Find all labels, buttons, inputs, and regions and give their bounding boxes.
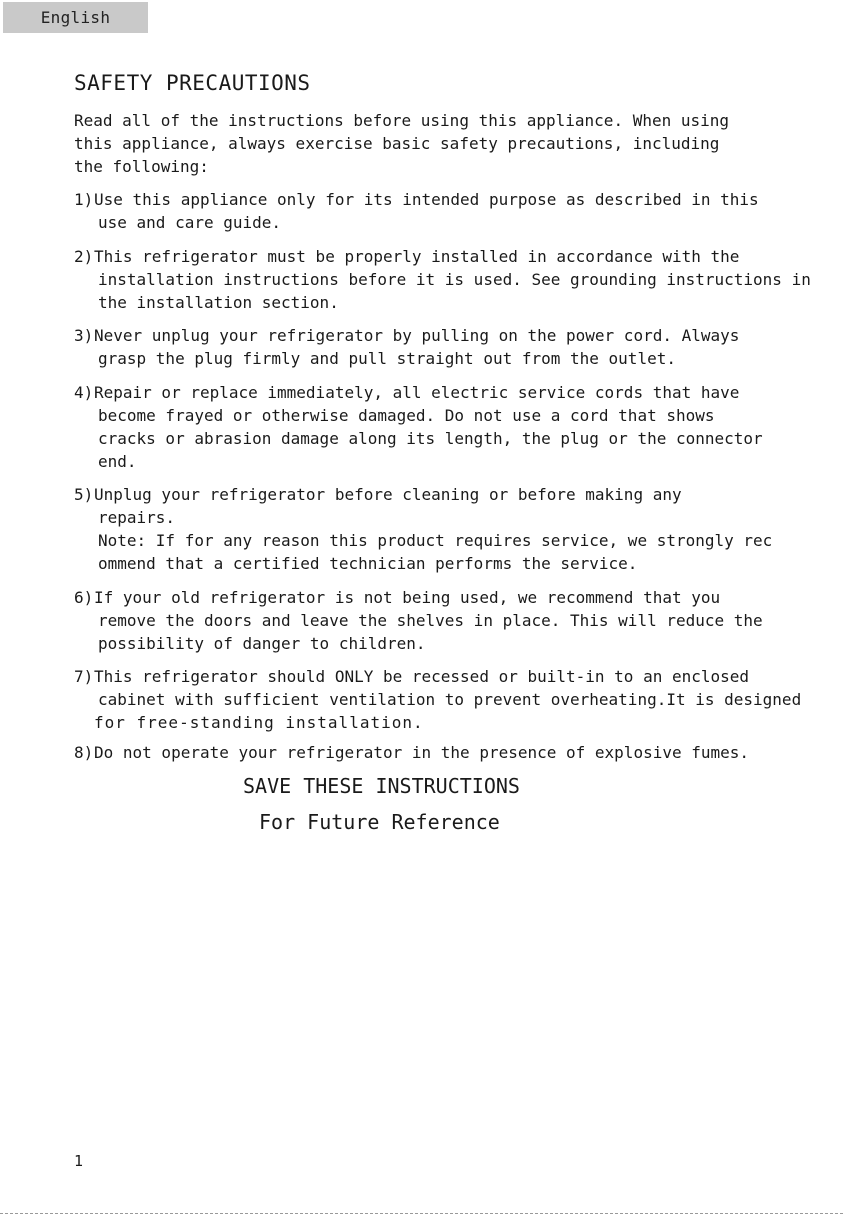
- precaution-item-1: [74, 188, 759, 234]
- item-line: end.: [98, 452, 137, 471]
- item-number: 7): [74, 667, 94, 686]
- footer-divider: [0, 1213, 843, 1214]
- item-number: 1): [74, 190, 94, 209]
- item-line: grasp the plug firmly and pull straight out from the outlet.: [98, 349, 676, 368]
- item-line: If your old refrigerator is not being used, we recommend that you: [94, 588, 721, 607]
- item-line: remove the doors and leave the shelves in place. This will reduce the: [98, 611, 763, 630]
- precaution-item-6: [74, 586, 763, 655]
- item-line: Repair or replace immediately, all electric service cords that have: [94, 383, 740, 402]
- item-note-line: ommend that a certified technician performs the service.: [98, 554, 638, 573]
- precaution-item-2: [74, 245, 811, 314]
- item-note-line: Note: If for any reason this product requires service, we strongly rec: [98, 531, 773, 550]
- item-number: 2): [74, 247, 94, 266]
- item-line: installation instructions before it is used. See grounding instructions in: [98, 270, 811, 289]
- item-number: 6): [74, 588, 94, 607]
- item-line: become frayed or otherwise damaged. Do not use a cord that shows: [98, 406, 715, 425]
- intro-paragraph: [74, 109, 729, 178]
- page-title: SAFETY PRECAUTIONS: [74, 71, 311, 95]
- item-line: This refrigerator must be properly installed in accordance with the: [94, 247, 740, 266]
- item-line: This refrigerator should ONLY be recessed or built-in to an enclosed: [94, 667, 750, 686]
- item-line: use and care guide.: [98, 213, 282, 232]
- item-line: Never unplug your refrigerator by pulling on the power cord. Always: [94, 326, 740, 345]
- item-number: 3): [74, 326, 94, 345]
- item-line: for free-standing installation.: [94, 713, 424, 732]
- language-tab: English: [3, 2, 148, 33]
- save-instructions-heading: SAVE THESE INSTRUCTIONS: [243, 774, 520, 798]
- intro-line: Read all of the instructions before using this appliance. When using: [74, 111, 730, 130]
- item-number: 8): [74, 743, 94, 762]
- item-line: the installation section.: [98, 293, 339, 312]
- item-line: Do not operate your refrigerator in the presence of explosive fumes.: [94, 743, 750, 762]
- item-line: possibility of danger to children.: [98, 634, 426, 653]
- precaution-item-5: [74, 483, 772, 575]
- item-number: 4): [74, 383, 94, 402]
- intro-line: the following:: [74, 157, 209, 176]
- item-line: Unplug your refrigerator before cleaning or before making any: [94, 485, 682, 504]
- item-line: repairs.: [98, 508, 176, 527]
- intro-line: this appliance, always exercise basic safety precautions, including: [74, 134, 720, 153]
- item-line: cracks or abrasion damage along its length, the plug or the connector: [98, 429, 763, 448]
- precaution-item-4: [74, 381, 763, 473]
- item-number: 5): [74, 485, 94, 504]
- future-reference-heading: For Future Reference: [259, 810, 500, 834]
- precaution-item-3: [74, 324, 739, 370]
- precaution-item-7: [74, 665, 801, 734]
- item-line: cabinet with sufficient ventilation to prevent overheating.It is designed: [98, 690, 802, 709]
- page-number: 1: [74, 1152, 84, 1170]
- item-line: Use this appliance only for its intended purpose as described in this: [94, 190, 759, 209]
- precaution-item-8: [74, 741, 749, 764]
